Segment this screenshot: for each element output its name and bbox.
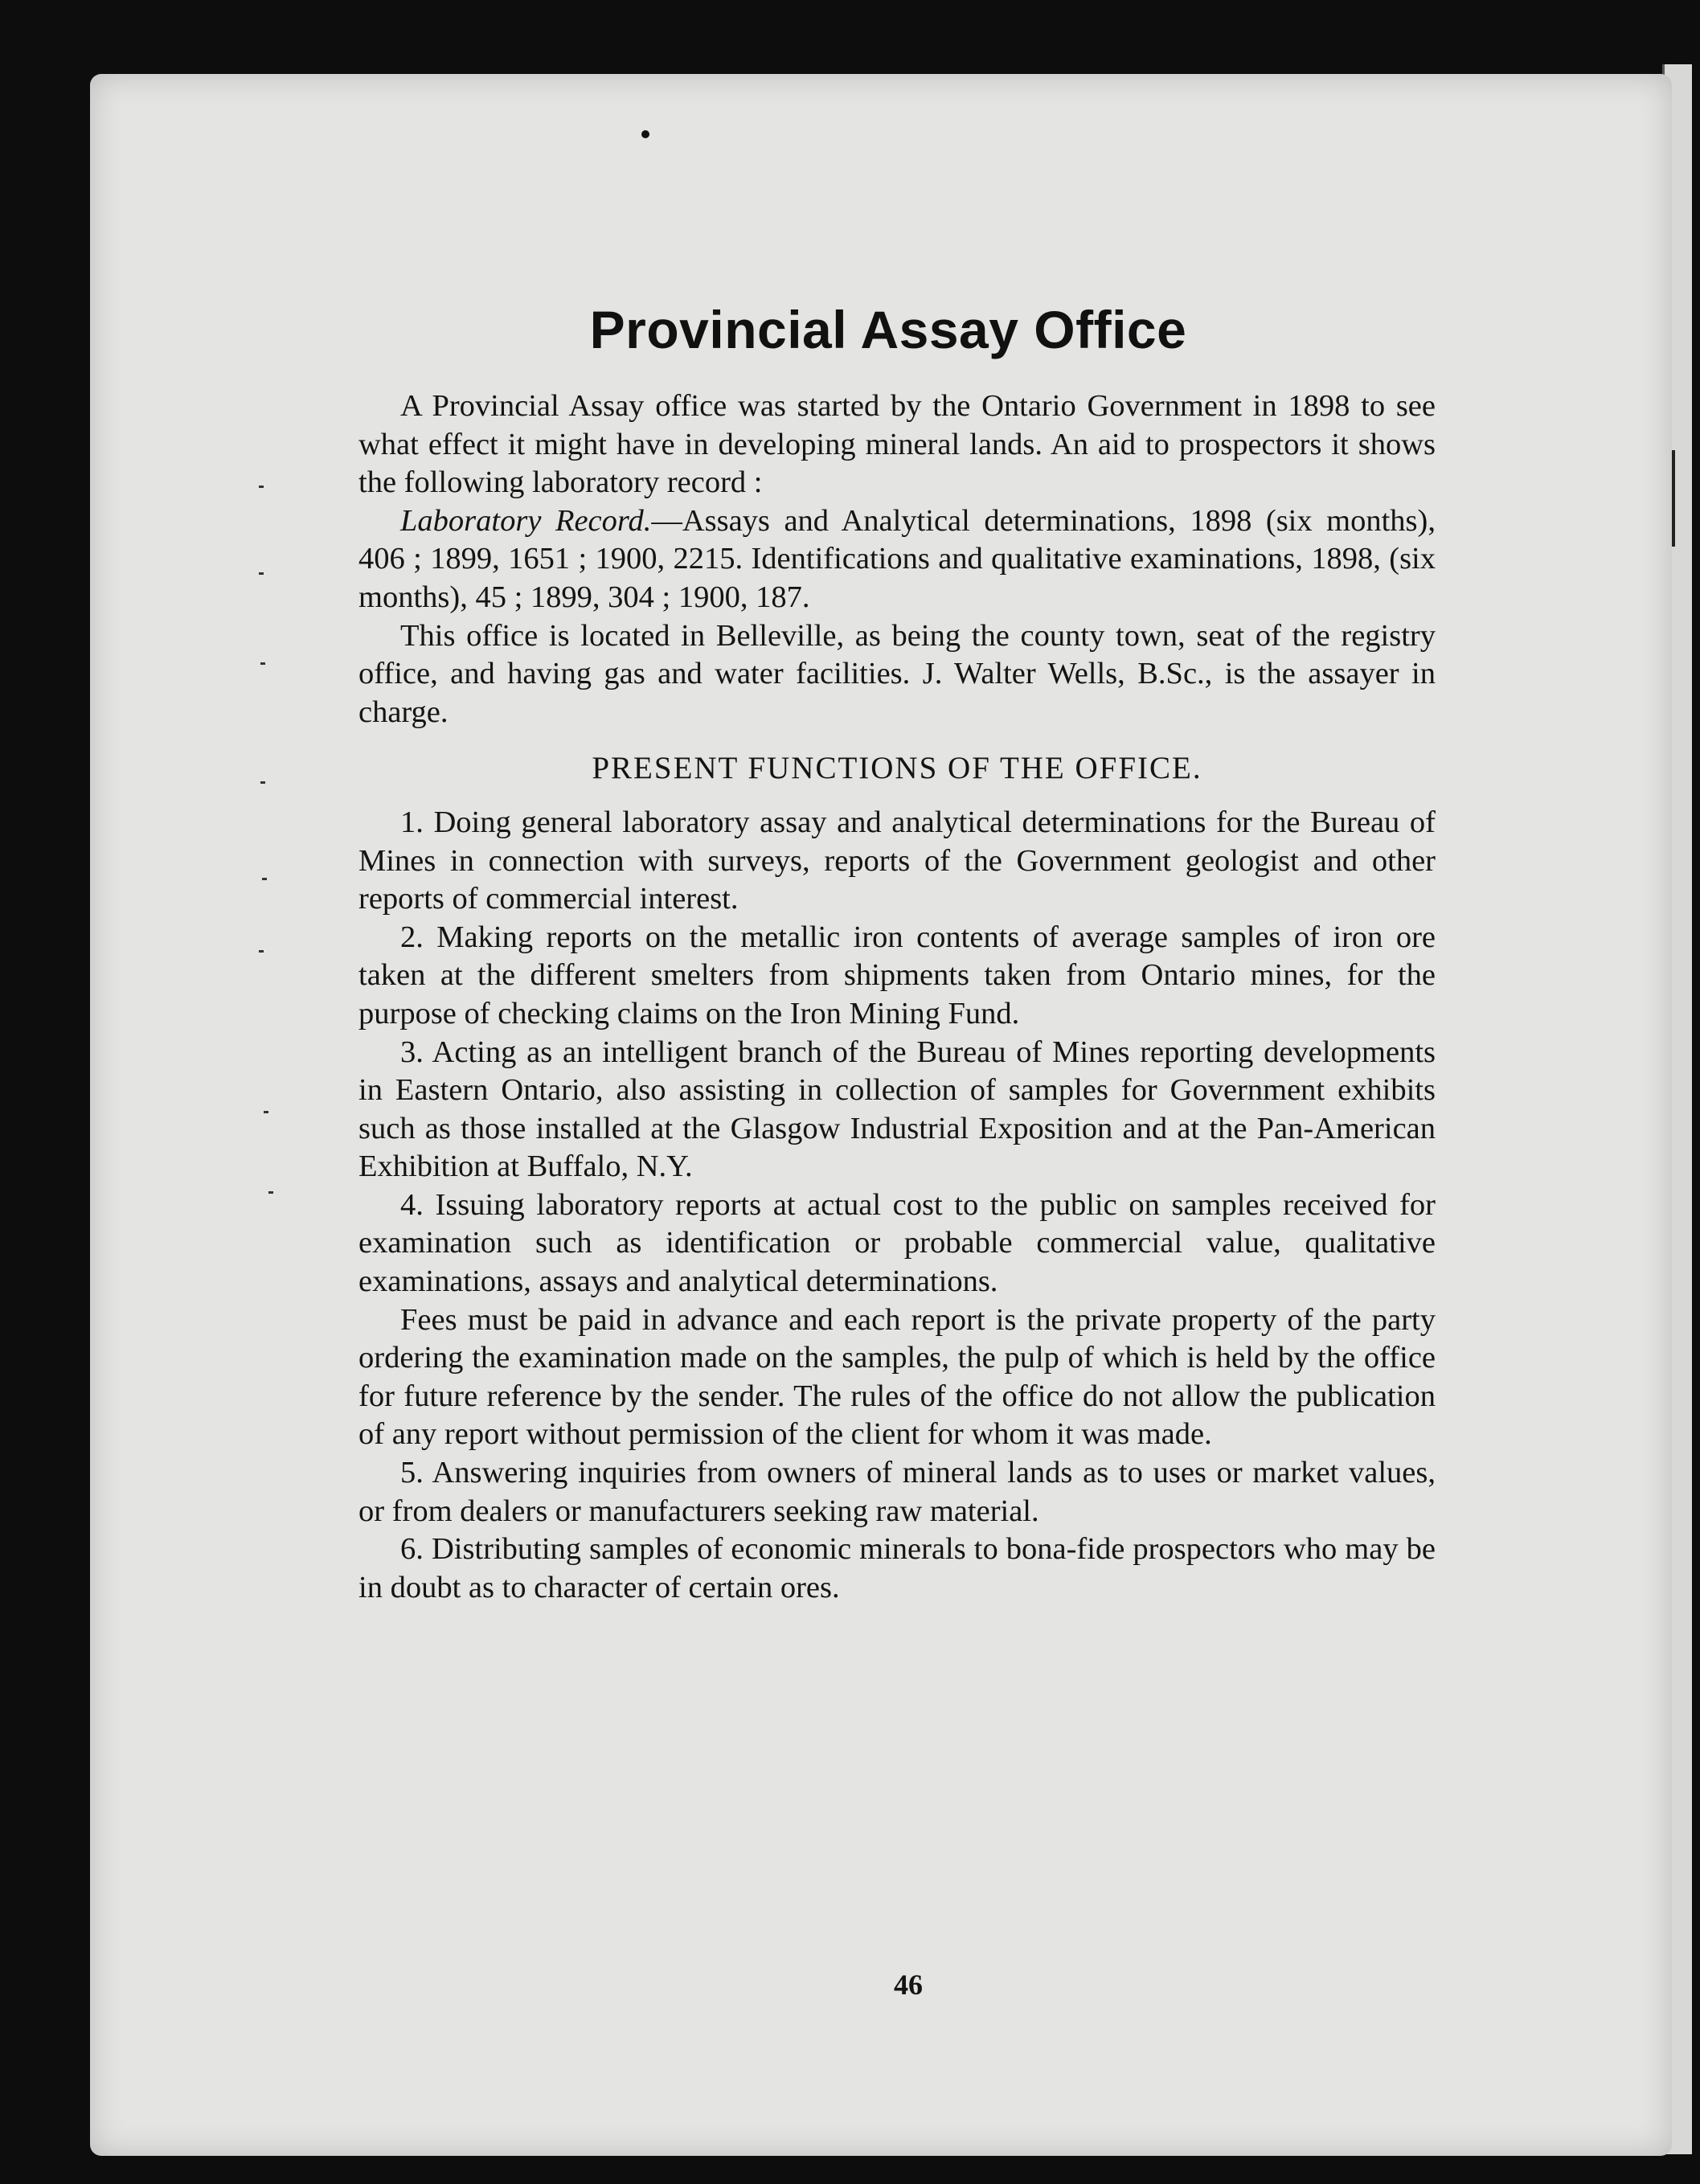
section-heading: PRESENT FUNCTIONS OF THE OFFICE. xyxy=(592,751,1202,786)
function-item: 6. Distributing samples of economic minerals to bona-fide prospectors who may be in doubt as to character of certain ores. xyxy=(358,1532,1436,1604)
margin-mark xyxy=(260,781,265,784)
lab-record-text: —Assays and Analytical determinations, 1898 (six months), 406 ; 1899, 1651 ; 1900, 2215. Identifications and qualitative examinations, 1898, (six months), 45 ; 1899, 304 ; 1900, 187. xyxy=(358,503,1436,614)
margin-mark xyxy=(260,662,265,665)
function-item: 3. Acting as an intelligent branch of the Bureau of Mines reporting developments in Eastern Ontario, also assisting in collection of samples for Government exhibits such as those installed at the Glasgow Industrial Exposition and at the Pan-American Exhibition at Buffalo, N.Y. xyxy=(358,1035,1436,1184)
margin-mark xyxy=(268,1191,273,1194)
function-item: 5. Answering inquiries from owners of mineral lands as to uses or market values, or from dealers or manufacturers seeking raw material. xyxy=(358,1456,1436,1528)
lab-record-paragraph xyxy=(358,502,1436,617)
margin-mark xyxy=(259,950,264,953)
page-title: Provincial Assay Office xyxy=(589,300,1187,359)
body-text xyxy=(358,387,1436,1607)
location-paragraph: This office is located in Belleville, as being the county town, seat of the registry office, and having gas and water facilities. J. Walter Wells, B.Sc., is the assayer in charge. xyxy=(358,618,1436,729)
function-item: 2. Making reports on the metallic iron contents of average samples of iron ore taken at the different smelters from shipments taken from Ontario mines, for the purpose of checking claims on the Iron Mining Fund. xyxy=(358,920,1436,1031)
function-item: 4. Issuing laboratory reports at actual cost to the public on samples received for examination such as identification or probable commercial value, qualitative examinations, assays and analytical determinations. xyxy=(358,1187,1436,1299)
ink-dot xyxy=(641,130,649,138)
margin-mark xyxy=(259,486,264,488)
page-number: 46 xyxy=(894,1969,923,2001)
margin-mark xyxy=(262,878,267,880)
function-item: 1. Doing general laboratory assay and analytical determinations for the Bureau of Mines in connection with surveys, reports of the Government geologist and other reports of commercial interest. xyxy=(358,805,1436,916)
margin-mark xyxy=(259,572,264,575)
fees-paragraph: Fees must be paid in advance and each report is the private property of the party ordering the examination made on the samples, the pulp of which is held by the office for future reference by the sender. The rules of the office do not allow the publication of any report without permission of the client for whom it was made. xyxy=(358,1302,1436,1452)
margin-mark xyxy=(264,1111,268,1113)
lab-record-label: Laboratory Record. xyxy=(400,503,652,538)
intro-paragraph: A Provincial Assay office was started by the Ontario Government in 1898 to see what effect it might have in developing mineral lands. An aid to prospectors it shows the following laboratory record : xyxy=(358,389,1436,500)
